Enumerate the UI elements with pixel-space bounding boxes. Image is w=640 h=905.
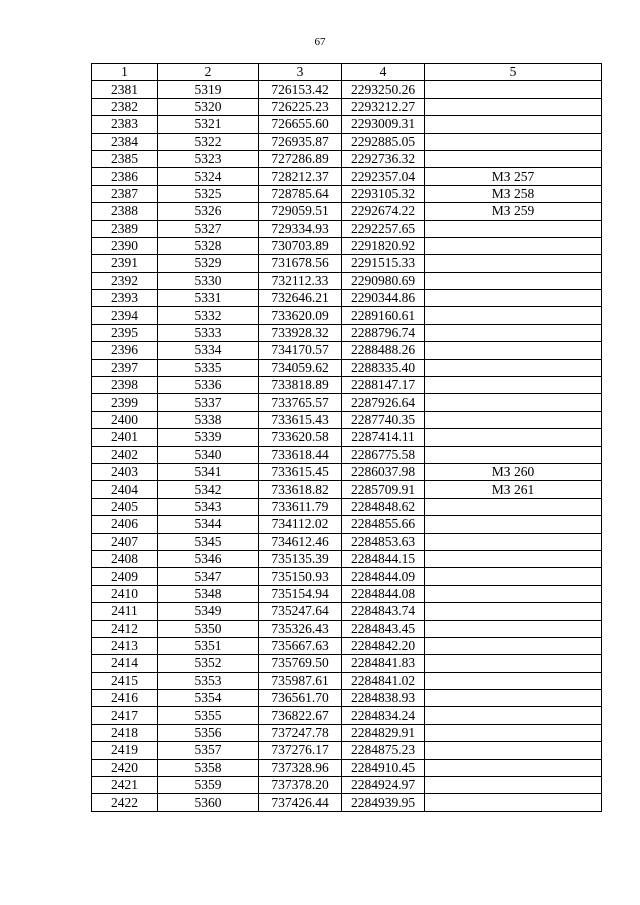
note-cell — [425, 707, 602, 724]
table-row — [92, 116, 602, 133]
row-number-cell: 2409 — [92, 568, 158, 585]
note-cell — [425, 655, 602, 672]
table-row — [92, 150, 602, 167]
table-row — [92, 655, 602, 672]
table-row — [92, 81, 602, 98]
y-coordinate-cell: 2286037.98 — [342, 463, 425, 480]
x-coordinate-cell: 733615.43 — [259, 411, 342, 428]
point-number-cell: 5330 — [158, 272, 259, 289]
point-number-cell: 5337 — [158, 394, 259, 411]
point-number-cell: 5359 — [158, 777, 259, 794]
point-number-cell: 5346 — [158, 550, 259, 567]
note-cell — [425, 290, 602, 307]
x-coordinate-cell: 729334.93 — [259, 220, 342, 237]
row-number-cell: 2388 — [92, 203, 158, 220]
note-cell: МЗ 261 — [425, 481, 602, 498]
table-header — [92, 64, 602, 81]
x-coordinate-cell: 735154.94 — [259, 585, 342, 602]
table-row — [92, 359, 602, 376]
row-number-cell: 2403 — [92, 463, 158, 480]
point-number-cell: 5353 — [158, 672, 259, 689]
note-cell — [425, 359, 602, 376]
note-cell — [425, 724, 602, 741]
y-coordinate-cell: 2284841.83 — [342, 655, 425, 672]
note-cell — [425, 342, 602, 359]
point-number-cell: 5338 — [158, 411, 259, 428]
x-coordinate-cell: 737378.20 — [259, 777, 342, 794]
x-coordinate-cell: 727286.89 — [259, 150, 342, 167]
table-row — [92, 220, 602, 237]
note-cell — [425, 620, 602, 637]
point-number-cell: 5340 — [158, 446, 259, 463]
y-coordinate-cell: 2284841.02 — [342, 672, 425, 689]
y-coordinate-cell: 2284875.23 — [342, 742, 425, 759]
point-number-cell: 5332 — [158, 307, 259, 324]
point-number-cell: 5319 — [158, 81, 259, 98]
y-coordinate-cell: 2293105.32 — [342, 185, 425, 202]
row-number-cell: 2383 — [92, 116, 158, 133]
y-coordinate-cell: 2292885.05 — [342, 133, 425, 150]
x-coordinate-cell: 737328.96 — [259, 759, 342, 776]
y-coordinate-cell: 2284829.91 — [342, 724, 425, 741]
x-coordinate-cell: 731678.56 — [259, 255, 342, 272]
table-row — [92, 724, 602, 741]
header-row — [92, 64, 602, 81]
note-cell — [425, 690, 602, 707]
y-coordinate-cell: 2284924.97 — [342, 777, 425, 794]
row-number-cell: 2389 — [92, 220, 158, 237]
note-cell — [425, 255, 602, 272]
row-number-cell: 2400 — [92, 411, 158, 428]
table-row — [92, 133, 602, 150]
note-cell — [425, 550, 602, 567]
point-number-cell: 5343 — [158, 498, 259, 515]
column-header: 5 — [425, 64, 602, 81]
point-number-cell: 5358 — [158, 759, 259, 776]
y-coordinate-cell: 2288796.74 — [342, 324, 425, 341]
y-coordinate-cell: 2293250.26 — [342, 81, 425, 98]
column-header: 3 — [259, 64, 342, 81]
table-row — [92, 690, 602, 707]
note-cell — [425, 150, 602, 167]
row-number-cell: 2413 — [92, 637, 158, 654]
row-number-cell: 2415 — [92, 672, 158, 689]
y-coordinate-cell: 2284838.93 — [342, 690, 425, 707]
y-coordinate-cell: 2288147.17 — [342, 377, 425, 394]
note-cell — [425, 533, 602, 550]
x-coordinate-cell: 732112.33 — [259, 272, 342, 289]
y-coordinate-cell: 2284844.15 — [342, 550, 425, 567]
x-coordinate-cell: 735987.61 — [259, 672, 342, 689]
row-number-cell: 2418 — [92, 724, 158, 741]
x-coordinate-cell: 730703.89 — [259, 237, 342, 254]
table-row — [92, 394, 602, 411]
row-number-cell: 2382 — [92, 98, 158, 115]
row-number-cell: 2407 — [92, 533, 158, 550]
table-row — [92, 620, 602, 637]
x-coordinate-cell: 735247.64 — [259, 603, 342, 620]
table-row — [92, 98, 602, 115]
x-coordinate-cell: 735135.39 — [259, 550, 342, 567]
point-number-cell: 5345 — [158, 533, 259, 550]
note-cell — [425, 794, 602, 811]
point-number-cell: 5329 — [158, 255, 259, 272]
point-number-cell: 5344 — [158, 516, 259, 533]
y-coordinate-cell: 2284855.66 — [342, 516, 425, 533]
point-number-cell: 5360 — [158, 794, 259, 811]
note-cell: МЗ 257 — [425, 168, 602, 185]
x-coordinate-cell: 734059.62 — [259, 359, 342, 376]
x-coordinate-cell: 733928.32 — [259, 324, 342, 341]
row-number-cell: 2422 — [92, 794, 158, 811]
table-row — [92, 498, 602, 515]
row-number-cell: 2386 — [92, 168, 158, 185]
x-coordinate-cell: 735150.93 — [259, 568, 342, 585]
y-coordinate-cell: 2291515.33 — [342, 255, 425, 272]
note-cell — [425, 516, 602, 533]
y-coordinate-cell: 2287926.64 — [342, 394, 425, 411]
table-row — [92, 603, 602, 620]
table-row — [92, 377, 602, 394]
x-coordinate-cell: 737426.44 — [259, 794, 342, 811]
row-number-cell: 2391 — [92, 255, 158, 272]
table-row — [92, 411, 602, 428]
point-number-cell: 5356 — [158, 724, 259, 741]
y-coordinate-cell: 2290344.86 — [342, 290, 425, 307]
x-coordinate-cell: 734112.02 — [259, 516, 342, 533]
table-body — [92, 81, 602, 811]
table-row — [92, 446, 602, 463]
point-number-cell: 5349 — [158, 603, 259, 620]
x-coordinate-cell: 733620.58 — [259, 429, 342, 446]
point-number-cell: 5355 — [158, 707, 259, 724]
row-number-cell: 2384 — [92, 133, 158, 150]
row-number-cell: 2394 — [92, 307, 158, 324]
table-row — [92, 255, 602, 272]
point-number-cell: 5335 — [158, 359, 259, 376]
note-cell — [425, 585, 602, 602]
note-cell — [425, 237, 602, 254]
row-number-cell: 2416 — [92, 690, 158, 707]
note-cell — [425, 603, 602, 620]
point-number-cell: 5326 — [158, 203, 259, 220]
row-number-cell: 2401 — [92, 429, 158, 446]
row-number-cell: 2419 — [92, 742, 158, 759]
table-row — [92, 463, 602, 480]
point-number-cell: 5323 — [158, 150, 259, 167]
note-cell — [425, 394, 602, 411]
table-row — [92, 237, 602, 254]
y-coordinate-cell: 2287414.11 — [342, 429, 425, 446]
point-number-cell: 5336 — [158, 377, 259, 394]
table-row — [92, 777, 602, 794]
x-coordinate-cell: 733765.57 — [259, 394, 342, 411]
x-coordinate-cell: 726935.87 — [259, 133, 342, 150]
x-coordinate-cell: 733618.82 — [259, 481, 342, 498]
note-cell — [425, 81, 602, 98]
note-cell — [425, 116, 602, 133]
point-number-cell: 5325 — [158, 185, 259, 202]
table-row — [92, 707, 602, 724]
y-coordinate-cell: 2290980.69 — [342, 272, 425, 289]
table-row — [92, 290, 602, 307]
point-number-cell: 5347 — [158, 568, 259, 585]
y-coordinate-cell: 2287740.35 — [342, 411, 425, 428]
note-cell — [425, 637, 602, 654]
point-number-cell: 5322 — [158, 133, 259, 150]
row-number-cell: 2412 — [92, 620, 158, 637]
y-coordinate-cell: 2292674.22 — [342, 203, 425, 220]
y-coordinate-cell: 2284844.08 — [342, 585, 425, 602]
row-number-cell: 2396 — [92, 342, 158, 359]
row-number-cell: 2406 — [92, 516, 158, 533]
row-number-cell: 2398 — [92, 377, 158, 394]
point-number-cell: 5339 — [158, 429, 259, 446]
table-row — [92, 272, 602, 289]
y-coordinate-cell: 2285709.91 — [342, 481, 425, 498]
table-row — [92, 429, 602, 446]
note-cell: МЗ 259 — [425, 203, 602, 220]
page-number: 67 — [314, 36, 326, 48]
row-number-cell: 2402 — [92, 446, 158, 463]
row-number-cell: 2420 — [92, 759, 158, 776]
row-number-cell: 2411 — [92, 603, 158, 620]
note-cell — [425, 498, 602, 515]
note-cell — [425, 429, 602, 446]
point-number-cell: 5333 — [158, 324, 259, 341]
table-row — [92, 324, 602, 341]
y-coordinate-cell: 2291820.92 — [342, 237, 425, 254]
point-number-cell: 5351 — [158, 637, 259, 654]
x-coordinate-cell: 733618.44 — [259, 446, 342, 463]
note-cell — [425, 98, 602, 115]
row-number-cell: 2397 — [92, 359, 158, 376]
table-row — [92, 203, 602, 220]
x-coordinate-cell: 733620.09 — [259, 307, 342, 324]
note-cell — [425, 272, 602, 289]
table-row — [92, 516, 602, 533]
table-row — [92, 794, 602, 811]
row-number-cell: 2408 — [92, 550, 158, 567]
y-coordinate-cell: 2293212.27 — [342, 98, 425, 115]
row-number-cell: 2414 — [92, 655, 158, 672]
table-row — [92, 550, 602, 567]
note-cell — [425, 568, 602, 585]
note-cell — [425, 133, 602, 150]
row-number-cell: 2399 — [92, 394, 158, 411]
note-cell — [425, 411, 602, 428]
column-header: 2 — [158, 64, 259, 81]
table-row — [92, 533, 602, 550]
column-header: 1 — [92, 64, 158, 81]
point-number-cell: 5348 — [158, 585, 259, 602]
y-coordinate-cell: 2284848.62 — [342, 498, 425, 515]
y-coordinate-cell: 2284834.24 — [342, 707, 425, 724]
y-coordinate-cell: 2292736.32 — [342, 150, 425, 167]
y-coordinate-cell: 2284853.63 — [342, 533, 425, 550]
x-coordinate-cell: 733615.45 — [259, 463, 342, 480]
row-number-cell: 2410 — [92, 585, 158, 602]
x-coordinate-cell: 735667.63 — [259, 637, 342, 654]
point-number-cell: 5328 — [158, 237, 259, 254]
x-coordinate-cell: 736822.67 — [259, 707, 342, 724]
point-number-cell: 5352 — [158, 655, 259, 672]
row-number-cell: 2381 — [92, 81, 158, 98]
row-number-cell: 2404 — [92, 481, 158, 498]
row-number-cell: 2395 — [92, 324, 158, 341]
row-number-cell: 2393 — [92, 290, 158, 307]
table-row — [92, 185, 602, 202]
x-coordinate-cell: 737276.17 — [259, 742, 342, 759]
x-coordinate-cell: 735326.43 — [259, 620, 342, 637]
column-header: 4 — [342, 64, 425, 81]
x-coordinate-cell: 734170.57 — [259, 342, 342, 359]
point-number-cell: 5350 — [158, 620, 259, 637]
row-number-cell: 2417 — [92, 707, 158, 724]
row-number-cell: 2390 — [92, 237, 158, 254]
x-coordinate-cell: 728212.37 — [259, 168, 342, 185]
row-number-cell: 2405 — [92, 498, 158, 515]
x-coordinate-cell: 726153.42 — [259, 81, 342, 98]
y-coordinate-cell: 2284910.45 — [342, 759, 425, 776]
point-number-cell: 5354 — [158, 690, 259, 707]
point-number-cell: 5327 — [158, 220, 259, 237]
point-number-cell: 5357 — [158, 742, 259, 759]
y-coordinate-cell: 2292357.04 — [342, 168, 425, 185]
x-coordinate-cell: 732646.21 — [259, 290, 342, 307]
point-number-cell: 5321 — [158, 116, 259, 133]
row-number-cell: 2392 — [92, 272, 158, 289]
table-row — [92, 568, 602, 585]
table-row — [92, 637, 602, 654]
y-coordinate-cell: 2284843.45 — [342, 620, 425, 637]
y-coordinate-cell: 2289160.61 — [342, 307, 425, 324]
x-coordinate-cell: 733611.79 — [259, 498, 342, 515]
note-cell — [425, 742, 602, 759]
row-number-cell: 2421 — [92, 777, 158, 794]
row-number-cell: 2387 — [92, 185, 158, 202]
note-cell — [425, 220, 602, 237]
x-coordinate-cell: 733818.89 — [259, 377, 342, 394]
point-number-cell: 5331 — [158, 290, 259, 307]
table-row — [92, 307, 602, 324]
note-cell — [425, 307, 602, 324]
y-coordinate-cell: 2286775.58 — [342, 446, 425, 463]
point-number-cell: 5334 — [158, 342, 259, 359]
point-number-cell: 5320 — [158, 98, 259, 115]
point-number-cell: 5341 — [158, 463, 259, 480]
note-cell: МЗ 260 — [425, 463, 602, 480]
x-coordinate-cell: 726655.60 — [259, 116, 342, 133]
table-row — [92, 585, 602, 602]
y-coordinate-cell: 2293009.31 — [342, 116, 425, 133]
table-row — [92, 168, 602, 185]
coordinates-table — [91, 63, 602, 812]
table-row — [92, 672, 602, 689]
note-cell — [425, 377, 602, 394]
note-cell — [425, 759, 602, 776]
y-coordinate-cell: 2292257.65 — [342, 220, 425, 237]
y-coordinate-cell: 2288488.26 — [342, 342, 425, 359]
note-cell — [425, 324, 602, 341]
x-coordinate-cell: 737247.78 — [259, 724, 342, 741]
y-coordinate-cell: 2284939.95 — [342, 794, 425, 811]
note-cell — [425, 672, 602, 689]
table-row — [92, 759, 602, 776]
y-coordinate-cell: 2284844.09 — [342, 568, 425, 585]
y-coordinate-cell: 2284842.20 — [342, 637, 425, 654]
table-row — [92, 481, 602, 498]
x-coordinate-cell: 728785.64 — [259, 185, 342, 202]
point-number-cell: 5324 — [158, 168, 259, 185]
point-number-cell: 5342 — [158, 481, 259, 498]
y-coordinate-cell: 2288335.40 — [342, 359, 425, 376]
row-number-cell: 2385 — [92, 150, 158, 167]
note-cell — [425, 777, 602, 794]
x-coordinate-cell: 729059.51 — [259, 203, 342, 220]
table-row — [92, 342, 602, 359]
note-cell: МЗ 258 — [425, 185, 602, 202]
x-coordinate-cell: 734612.46 — [259, 533, 342, 550]
x-coordinate-cell: 735769.50 — [259, 655, 342, 672]
y-coordinate-cell: 2284843.74 — [342, 603, 425, 620]
note-cell — [425, 446, 602, 463]
table-row — [92, 742, 602, 759]
x-coordinate-cell: 726225.23 — [259, 98, 342, 115]
x-coordinate-cell: 736561.70 — [259, 690, 342, 707]
